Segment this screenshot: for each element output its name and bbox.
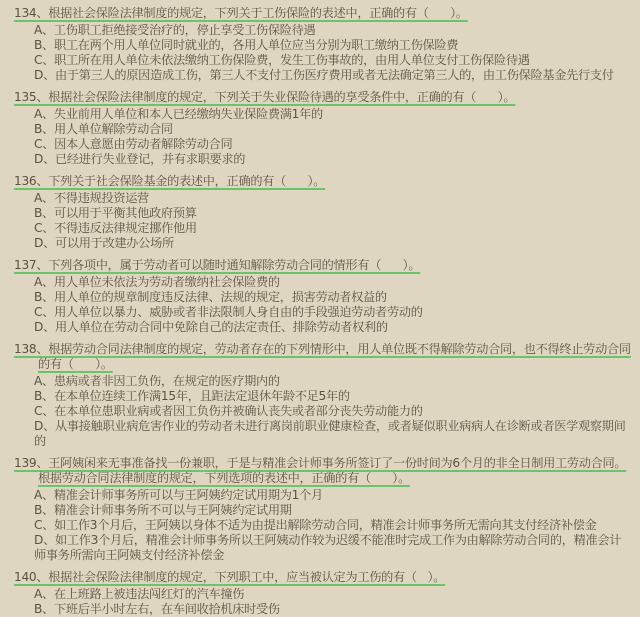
question-stem-text: 135、根据社会保险法律制度的规定，下列关于失业保险待遇的享受条件中，正确的有（ ）。	[14, 90, 516, 104]
answer-option: C、不得违反法律规定挪作他用	[34, 221, 197, 235]
option-list	[0, 107, 640, 167]
answer-option: B、下班后半小时左右，在车间收拾机床时受伤	[34, 602, 280, 616]
question-block	[0, 6, 640, 83]
question-stem	[14, 90, 634, 105]
question-stem-text: 138、根据劳动合同法律制度的规定，劳动者存在的下列情形中，用人单位既不得解除劳动合同，也不得终止劳动合同的有（ ）。	[14, 342, 631, 371]
answer-option: D、可以用于改建办公场所	[34, 236, 174, 250]
question-stem-text: 139、王阿姨闲来无事准备找一份兼职，于是与精准会计师事务所签订了一份时间为6个月的非全日制用工劳动合同。根据劳动合同法律制度的规定，下列选项的表述中，正确的有（ ）。	[14, 456, 627, 485]
question-stem	[14, 174, 634, 189]
question-stem-text: 134、根据社会保险法律制度的规定，下列关于工伤保险的表述中，正确的有（ ）。	[14, 6, 468, 20]
question-block	[0, 342, 640, 449]
answer-option: D、已经进行失业登记，并有求职要求的	[34, 152, 246, 166]
answer-option: C、因本人意愿由劳动者解除劳动合同	[34, 137, 233, 151]
answer-option: A、精准会计师事务所可以与王阿姨约定试用期为1个月	[34, 488, 323, 502]
answer-option: A、用人单位未依法为劳动者缴纳社会保险费的	[34, 275, 280, 289]
answer-option: B、职工在两个用人单位同时就业的，各用人单位应当分别为职工缴纳工伤保险费	[34, 38, 459, 52]
question-stem	[14, 456, 634, 486]
answer-option: B、精准会计师事务所不可以与王阿姨约定试用期	[34, 503, 292, 517]
question-stem	[14, 342, 634, 372]
option-list	[0, 275, 640, 335]
question-block	[0, 570, 640, 617]
question-list	[0, 6, 640, 617]
answer-option: A、工伤职工拒绝接受治疗的，停止享受工伤保险待遇	[34, 23, 316, 37]
answer-option: C、用人单位以暴力、威胁或者非法限制人身自由的手段强迫劳动者劳动的	[34, 305, 423, 319]
question-stem	[14, 258, 634, 273]
answer-option: B、用人单位解除劳动合同	[34, 122, 173, 136]
answer-option: D、如工作3个月后，精准会计师事务所以王阿姨动作较为迟缓不能准时完成工作为由解除劳动合同的，精准会计师事务所需向王阿姨支付经济补偿金	[34, 533, 622, 562]
answer-option: A、不得违规投资运营	[34, 191, 150, 205]
answer-option: D、由于第三人的原因造成工伤，第三人不支付工伤医疗费用或者无法确定第三人的，由工伤保险基金先行支付	[34, 68, 614, 82]
question-stem	[14, 570, 634, 585]
answer-option: A、在上班路上被违法闯红灯的汽车撞伤	[34, 587, 245, 601]
answer-option: C、在本单位患职业病或者因工负伤并被确认丧失或者部分丧失劳动能力的	[34, 404, 423, 418]
answer-option: B、用人单位的规章制度违反法律、法规的规定，损害劳动者权益的	[34, 290, 387, 304]
answer-option: A、患病或者非因工负伤，在规定的医疗期内的	[34, 374, 280, 388]
option-list	[0, 488, 640, 563]
answer-option: D、从事接触职业病危害作业的劳动者未进行离岗前职业健康检查，或者疑似职业病病人在诊断或者医学观察期间的	[34, 419, 626, 448]
question-stem	[14, 6, 634, 21]
answer-option: B、可以用于平衡其他政府预算	[34, 206, 197, 220]
answer-option: C、如工作3个月后，王阿姨以身体不适为由提出解除劳动合同，精准会计师事务所无需向其支付经济补偿金	[34, 518, 597, 532]
question-stem-text: 140、根据社会保险法律制度的规定，下列职工中，应当被认定为工伤的有（ ）。	[14, 570, 446, 584]
option-list	[0, 587, 640, 617]
question-stem-text: 137、下列各项中，属于劳动者可以随时通知解除劳动合同的情形有（ ）。	[14, 258, 421, 272]
option-list	[0, 23, 640, 83]
question-block	[0, 258, 640, 335]
question-stem-text: 136、下列关于社会保险基金的表述中，正确的有（ ）。	[14, 174, 326, 188]
answer-option: B、在本单位连续工作满15年，且距法定退休年龄不足5年的	[34, 389, 350, 403]
answer-option: D、用人单位在劳动合同中免除自己的法定责任、排除劳动者权利的	[34, 320, 388, 334]
question-block	[0, 456, 640, 563]
answer-option: C、职工所在用人单位未依法缴纳工伤保险费，发生工伤事故的，由用人单位支付工伤保险待遇	[34, 53, 530, 67]
question-block	[0, 174, 640, 251]
question-block	[0, 90, 640, 167]
option-list	[0, 374, 640, 449]
answer-option: A、失业前用人单位和本人已经缴纳失业保险费满1年的	[34, 107, 323, 121]
option-list	[0, 191, 640, 251]
